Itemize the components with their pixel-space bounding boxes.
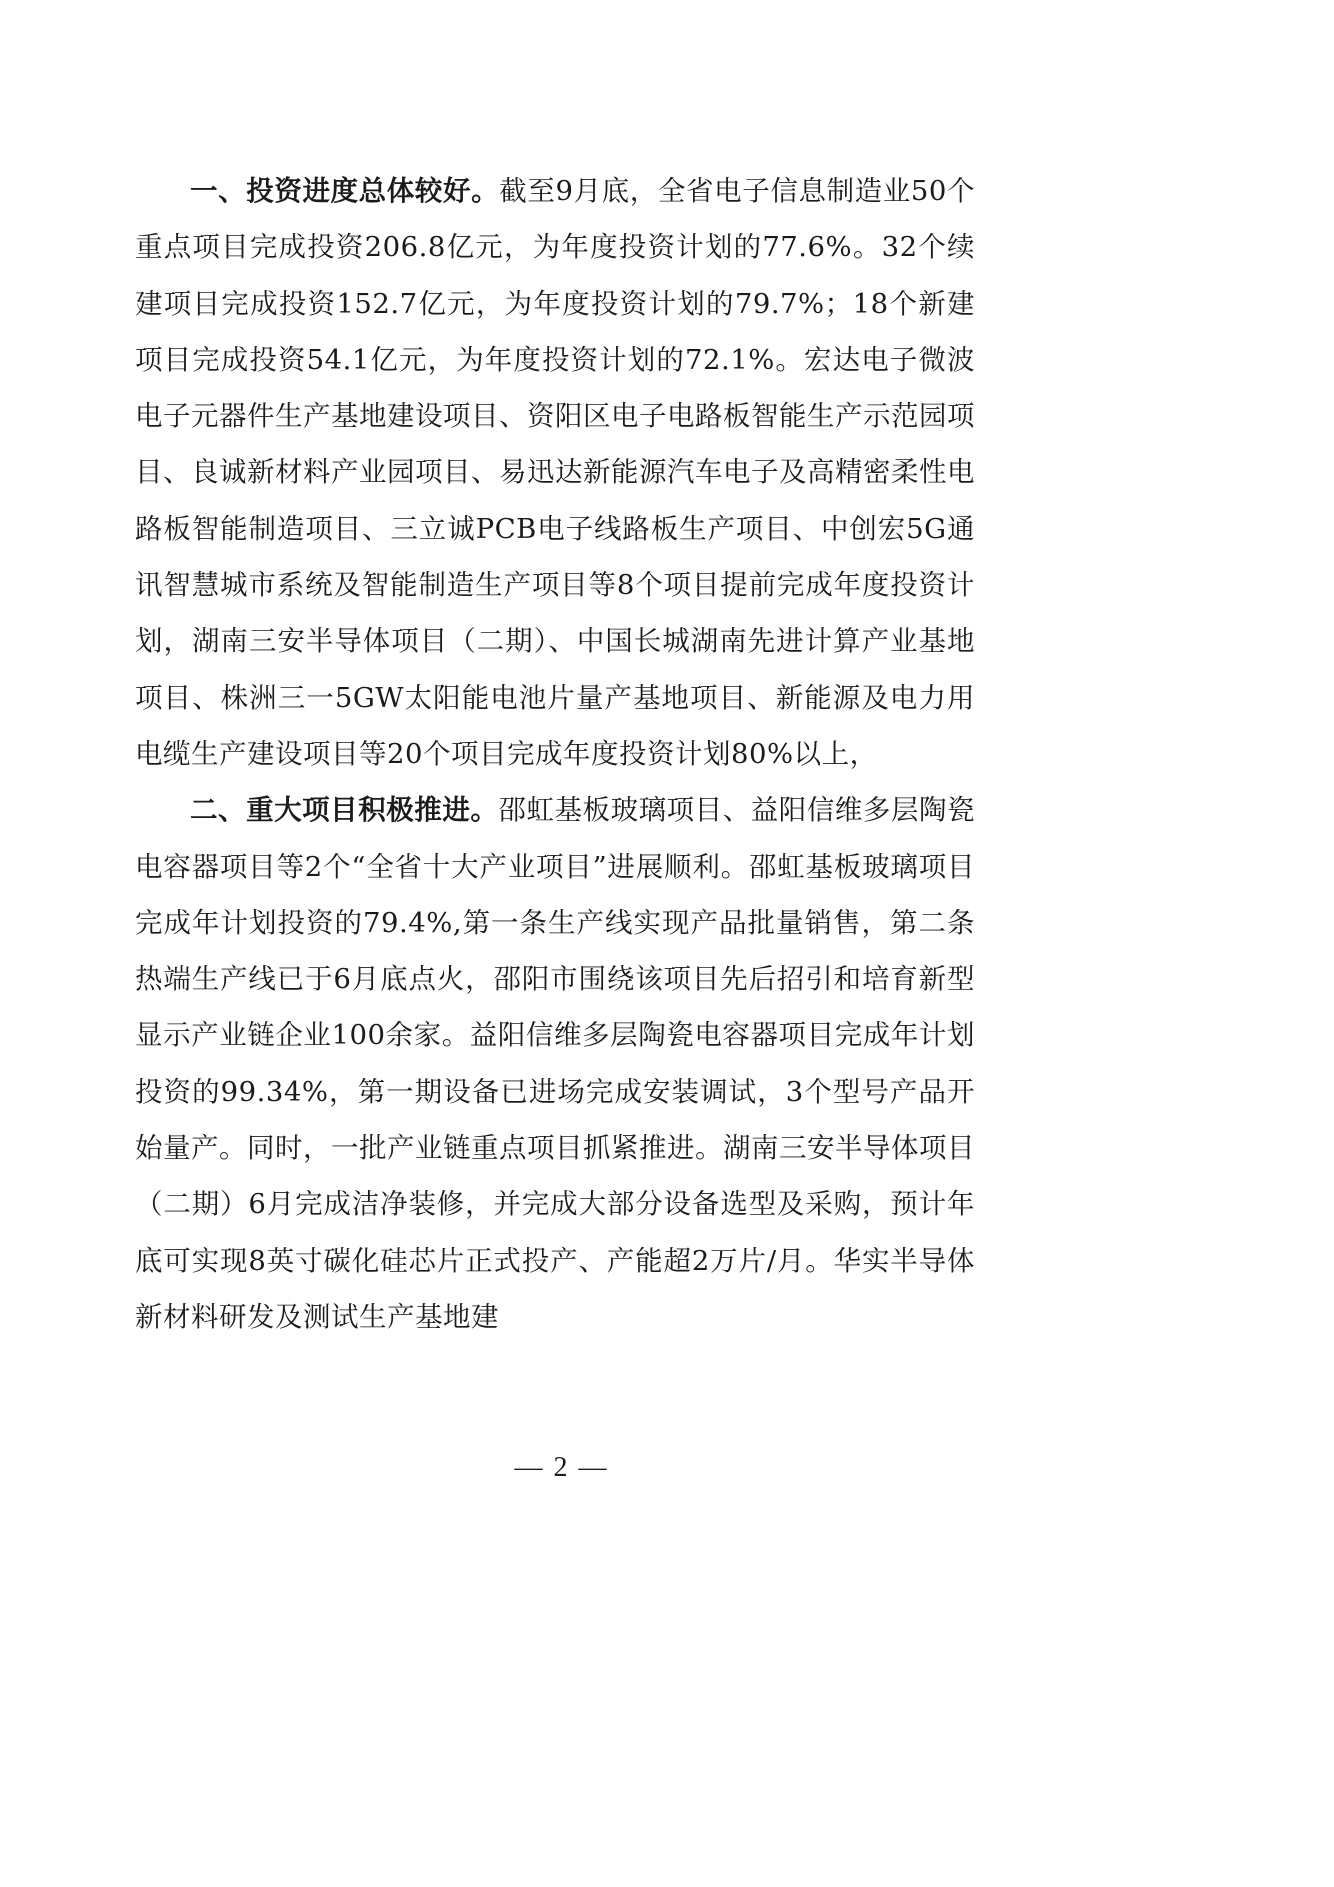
paragraph-investment-progress [135,163,975,782]
paragraph-heading: 一、投资进度总体较好。 [190,175,500,207]
paragraph-major-projects [135,782,975,1345]
paragraph-text: 截至9月底，全省电子信息制造业50个重点项目完成投资206.8亿元，为年度投资计划的77.6%。32个续建项目完成投资152.7亿元，为年度投资计划的79.7%；18个新建项目完成投资54.1亿元，为年度投资计划的72.1%。宏达电子微波电子元器件生产基地建设项目、资阳区电子电路板智能生产示范园项目、良诚新材料产业园项目、易迅达新能源汽车电子及高精密柔性电路板智能制造项目、三立诚PCB电子线路板生产项目、中创宏5G通讯智慧城市系统及智能制造生产项目等8个项目提前完成年度投资计划，湖南三安半导体项目（二期）、中国长城湖南先进计算产业基地项目、株洲三一5GW太阳能电池片量产基地项目、新能源及电力用电缆生产建设项目等20个项目完成年度投资计划80%以上， [135,175,975,770]
page-number: — 2 — [514,1452,609,1483]
document-body [135,163,975,1345]
paragraph-text: 邵虹基板玻璃项目、益阳信维多层陶瓷电容器项目等2个“全省十大产业项目”进展顺利。邵虹基板玻璃项目完成年计划投资的79.4%,第一条生产线实现产品批量销售，第二条热端生产线已于6月底点火，邵阳市围绕该项目先后招引和培育新型显示产业链企业100余家。益阳信维多层陶瓷电容器项目完成年计划投资的99.34%，第一期设备已进场完成安装调试，3个型号产品开始量产。同时，一批产业链重点项目抓紧推进。湖南三安半导体项目（二期）6月完成洁净装修，并完成大部分设备选型及采购，预计年底可实现8英寸碳化硅芯片正式投产、产能超2万片/月。华实半导体新材料研发及测试生产基地建 [135,794,976,1333]
paragraph-heading: 二、重大项目积极推进。 [190,794,499,827]
